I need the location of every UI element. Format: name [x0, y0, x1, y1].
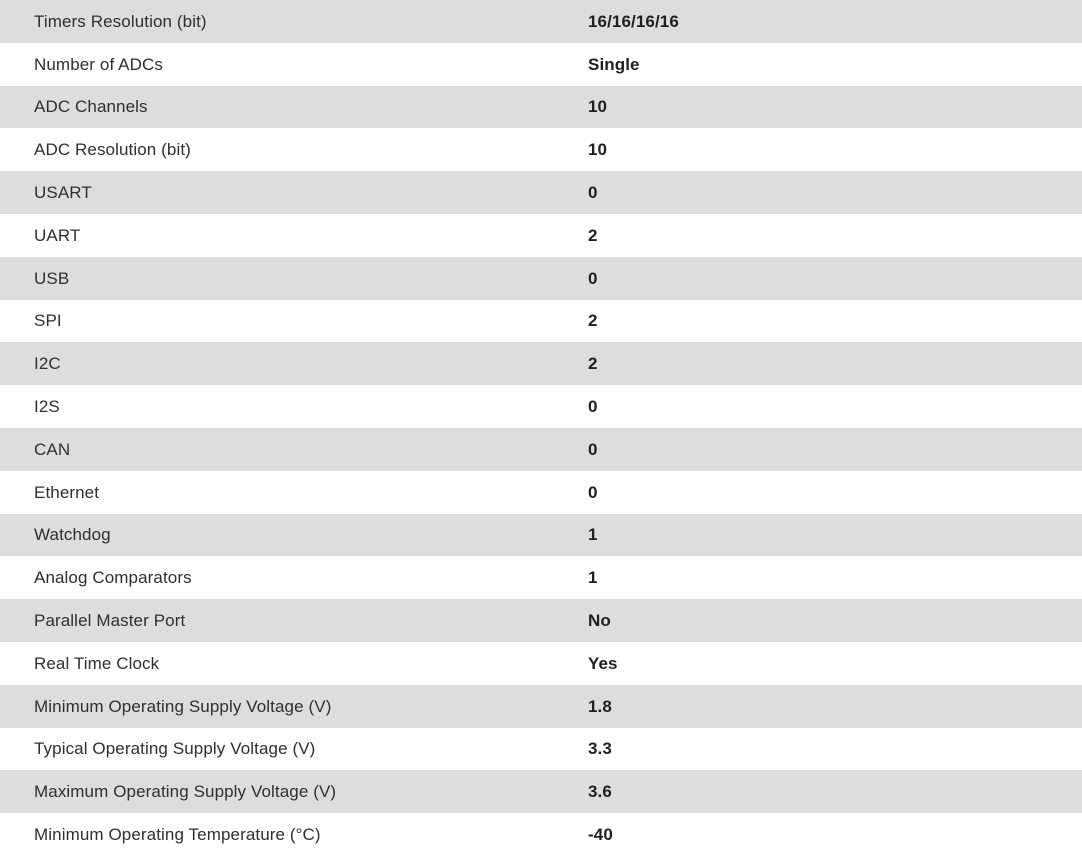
- spec-label: Minimum Operating Temperature (°C): [34, 825, 321, 845]
- table-row: [0, 599, 1082, 642]
- spec-value: Yes: [588, 653, 618, 673]
- spec-value: No: [588, 611, 611, 631]
- spec-value: Single: [588, 54, 640, 74]
- spec-value: 2: [588, 354, 598, 374]
- spec-value: 10: [588, 97, 608, 117]
- spec-label: SPI: [34, 311, 62, 331]
- spec-label: Watchdog: [34, 525, 111, 545]
- table-row: [0, 257, 1082, 300]
- spec-label: ADC Channels: [34, 97, 148, 117]
- spec-value: -40: [588, 825, 613, 845]
- spec-value: 1: [588, 568, 598, 588]
- spec-value: 0: [588, 183, 598, 203]
- spec-value: 1.8: [588, 696, 612, 716]
- table-row: [0, 685, 1082, 728]
- spec-value: 10: [588, 140, 608, 160]
- spec-value: 0: [588, 397, 598, 417]
- table-row: [0, 86, 1082, 129]
- spec-label: USART: [34, 183, 92, 203]
- table-row: [0, 171, 1082, 214]
- spec-label: Parallel Master Port: [34, 611, 186, 631]
- table-row: [0, 556, 1082, 599]
- spec-label: I2S: [34, 397, 60, 417]
- spec-label: Ethernet: [34, 482, 100, 502]
- spec-value: 0: [588, 268, 598, 288]
- spec-value: 16/16/16/16: [588, 11, 679, 31]
- table-row: [0, 385, 1082, 428]
- spec-label: Timers Resolution (bit): [34, 11, 207, 31]
- spec-label: Number of ADCs: [34, 54, 163, 74]
- table-row: [0, 728, 1082, 771]
- spec-value: 1: [588, 525, 598, 545]
- table-row: [0, 514, 1082, 557]
- spec-label: UART: [34, 225, 81, 245]
- spec-label: Typical Operating Supply Voltage (V): [34, 739, 316, 759]
- spec-value: 0: [588, 439, 598, 459]
- table-row: [0, 128, 1082, 171]
- table-row: [0, 642, 1082, 685]
- spec-label: Analog Comparators: [34, 568, 192, 588]
- spec-label: I2C: [34, 354, 61, 374]
- table-row: [0, 43, 1082, 86]
- spec-value: 0: [588, 482, 598, 502]
- table-row: [0, 428, 1082, 471]
- spec-label: ADC Resolution (bit): [34, 140, 191, 160]
- spec-value: 3.6: [588, 782, 612, 802]
- table-row: [0, 471, 1082, 514]
- spec-label: CAN: [34, 439, 71, 459]
- spec-label: Maximum Operating Supply Voltage (V): [34, 782, 337, 802]
- spec-value: 2: [588, 225, 598, 245]
- spec-label: USB: [34, 268, 70, 288]
- table-row: [0, 770, 1082, 813]
- table-row: [0, 300, 1082, 343]
- spec-value: 3.3: [588, 739, 612, 759]
- spec-label: Real Time Clock: [34, 653, 160, 673]
- spec-label: Minimum Operating Supply Voltage (V): [34, 696, 332, 716]
- table-row: [0, 342, 1082, 385]
- table-row: [0, 0, 1082, 43]
- table-row: [0, 214, 1082, 257]
- spec-value: 2: [588, 311, 598, 331]
- table-row: [0, 813, 1082, 856]
